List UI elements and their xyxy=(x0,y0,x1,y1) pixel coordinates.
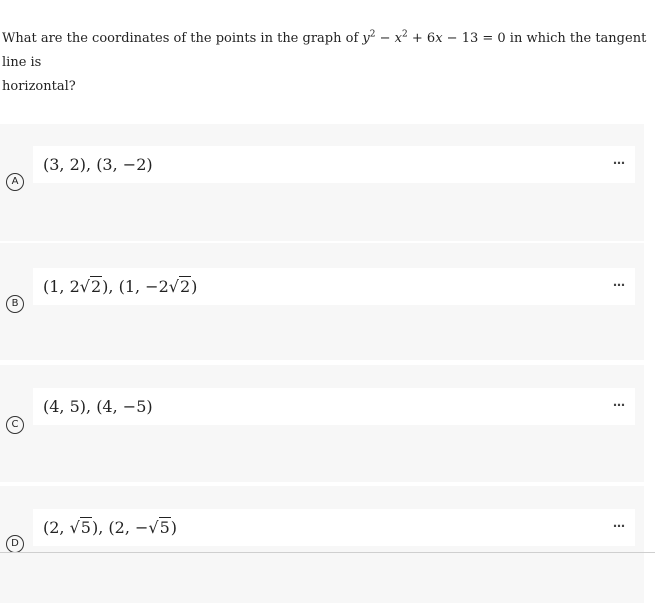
divider xyxy=(0,552,655,553)
more-options-icon[interactable]: ⋯ xyxy=(613,278,625,292)
question-line2: horizontal? xyxy=(2,79,76,94)
option-d-rad1: 5 xyxy=(80,518,91,537)
question-suffix: in which the tangent line is xyxy=(2,31,647,70)
option-b-text xyxy=(43,268,197,305)
option-b-row[interactable] xyxy=(0,243,644,360)
option-c-letter[interactable]: C xyxy=(6,416,24,434)
eq-x2: x xyxy=(435,31,443,46)
option-b-post: ) xyxy=(191,277,198,296)
option-c-card[interactable] xyxy=(33,388,635,425)
option-a-row[interactable] xyxy=(0,124,644,241)
sqrt-symbol: √5 xyxy=(148,518,170,537)
eq-y: y xyxy=(362,31,370,46)
option-b-pre: (1, 2 xyxy=(43,277,80,296)
option-d-mid: ), (2, − xyxy=(91,518,149,537)
option-c-text: (4, 5), (4, −5) xyxy=(43,397,153,416)
sqrt-symbol: √5 xyxy=(69,518,91,537)
eq-x: x xyxy=(394,31,403,46)
sqrt-symbol: √2 xyxy=(79,277,102,296)
option-d-rad2: 5 xyxy=(159,518,170,537)
eq-exp2: 2 xyxy=(402,29,408,40)
more-options-icon[interactable]: ⋯ xyxy=(613,398,625,412)
question-text xyxy=(2,27,647,99)
option-b-rad2: 2 xyxy=(179,277,191,296)
question-prefix: What are the coordinates of the points in the graph of xyxy=(2,31,363,46)
more-options-icon[interactable]: ⋯ xyxy=(613,156,625,170)
option-d-row[interactable] xyxy=(0,486,644,603)
option-a-card[interactable] xyxy=(33,146,635,183)
sqrt-symbol: √2 xyxy=(168,277,191,296)
option-d-card[interactable] xyxy=(33,509,635,546)
option-b-letter[interactable]: B xyxy=(6,295,24,313)
option-a-letter[interactable]: A xyxy=(6,173,24,191)
eq-minus: − xyxy=(375,31,395,46)
eq-tail: − 13 = 0 xyxy=(442,31,506,46)
eq-plus6: + 6 xyxy=(407,31,436,46)
option-d-post: ) xyxy=(170,518,178,537)
option-b-card[interactable] xyxy=(33,268,635,305)
option-d-text xyxy=(43,509,177,546)
option-d-letter[interactable]: D xyxy=(6,535,24,553)
option-b-rad1: 2 xyxy=(90,277,102,296)
option-d-pre: (2, xyxy=(43,518,70,537)
more-options-icon[interactable]: ⋯ xyxy=(613,519,625,533)
option-b-mid: ), (1, −2 xyxy=(102,277,169,296)
option-a-text: (3, 2), (3, −2) xyxy=(43,155,153,174)
option-c-row[interactable] xyxy=(0,365,644,482)
eq-exp1: 2 xyxy=(369,29,376,40)
